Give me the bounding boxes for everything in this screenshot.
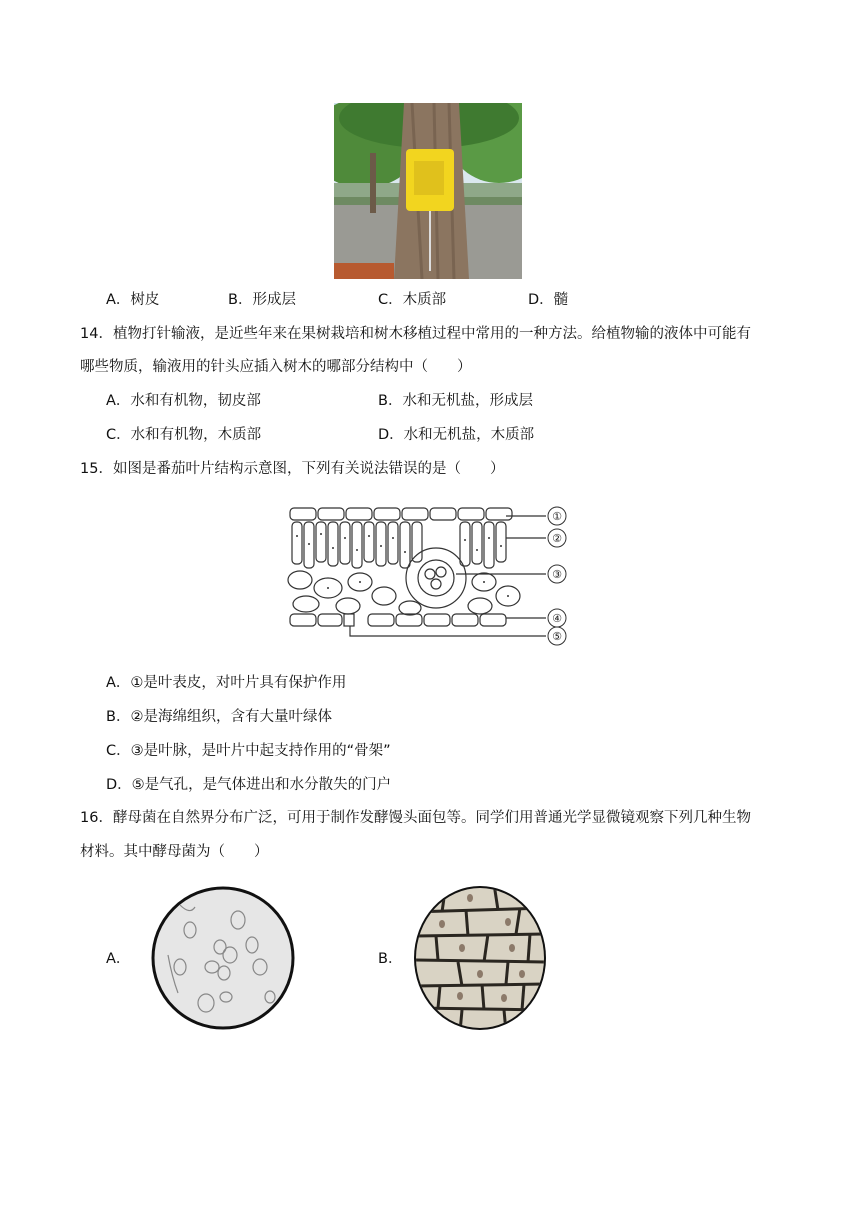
q15-stem: 15．如图是番茄叶片结构示意图，下列有关说法错误的是（ ） [80, 461, 505, 477]
q14-option-a [106, 391, 261, 411]
q13-option-b [228, 290, 296, 310]
option-letter: D． [528, 292, 554, 308]
diagram-label-4: ④ [552, 612, 562, 625]
option-text: 水和有机物，木质部 [130, 427, 262, 443]
q13-option-c [378, 290, 446, 310]
option-letter: B． [106, 709, 131, 725]
diagram-label-1: ① [552, 510, 562, 523]
option-text: 树皮 [130, 292, 160, 308]
q16-option-a-letter: A． [106, 951, 131, 967]
q13-option-d [528, 290, 568, 310]
q14-option-b [378, 391, 533, 411]
q13-option-a [106, 290, 159, 310]
q15-option-c [106, 741, 391, 761]
diagram-label-2: ② [552, 532, 562, 545]
option-letter: A． [106, 292, 131, 308]
option-letter: B． [378, 393, 403, 409]
option-text: 木质部 [402, 292, 447, 308]
option-letter: B． [228, 292, 253, 308]
option-text: ③是叶脉，是叶片中起支持作用的“骨架” [130, 743, 391, 759]
option-text: ⑤是气孔，是气体进出和水分散失的门户 [131, 777, 392, 793]
diagram-label-5: ⑤ [552, 630, 562, 643]
yeast-micrograph [150, 885, 296, 1031]
q15-option-b [106, 707, 332, 727]
option-text: 水和有机物，韧皮部 [130, 393, 261, 409]
q14-stem-line2: 哪些物质，输液用的针头应插入树木的哪部分结构中（ ） [80, 359, 472, 375]
option-text: 水和无机盐，形成层 [402, 393, 533, 409]
q16-stem-line1: 16．酵母菌在自然界分布广泛，可用于制作发酵馒头面包等。同学们用普通光学显微镜观察下列几种生物 [80, 810, 751, 826]
q16-stem-line2: 材料。其中酵母菌为（ ） [80, 844, 269, 860]
option-letter: D． [378, 427, 404, 443]
option-text: 形成层 [252, 292, 296, 308]
leaf-cross-section-diagram [284, 500, 574, 648]
option-text: ②是海绵组织，含有大量叶绿体 [130, 709, 332, 725]
q15-option-a [106, 673, 346, 693]
q14-option-c [106, 425, 261, 445]
option-letter: C． [106, 743, 131, 759]
option-letter: A． [106, 675, 131, 691]
q14-stem-line1: 14．植物打针输液，是近些年来在果树栽培和树木移植过程中常用的一种方法。给植物输的液体中可能有 [80, 326, 751, 342]
option-text: 髓 [553, 292, 569, 308]
option-text: ①是叶表皮，对叶片具有保护作用 [130, 675, 347, 691]
tree-infusion-photo [334, 103, 522, 279]
q16-option-b-letter: B． [378, 951, 403, 967]
option-letter: C． [378, 292, 403, 308]
onion-epidermis-micrograph [412, 884, 548, 1032]
option-letter: A． [106, 393, 131, 409]
diagram-label-3: ③ [552, 568, 562, 581]
option-text: 水和无机盐，木质部 [403, 427, 535, 443]
q15-option-d [106, 775, 391, 795]
option-letter: D． [106, 777, 132, 793]
option-letter: C． [106, 427, 131, 443]
q14-option-d [378, 425, 534, 445]
